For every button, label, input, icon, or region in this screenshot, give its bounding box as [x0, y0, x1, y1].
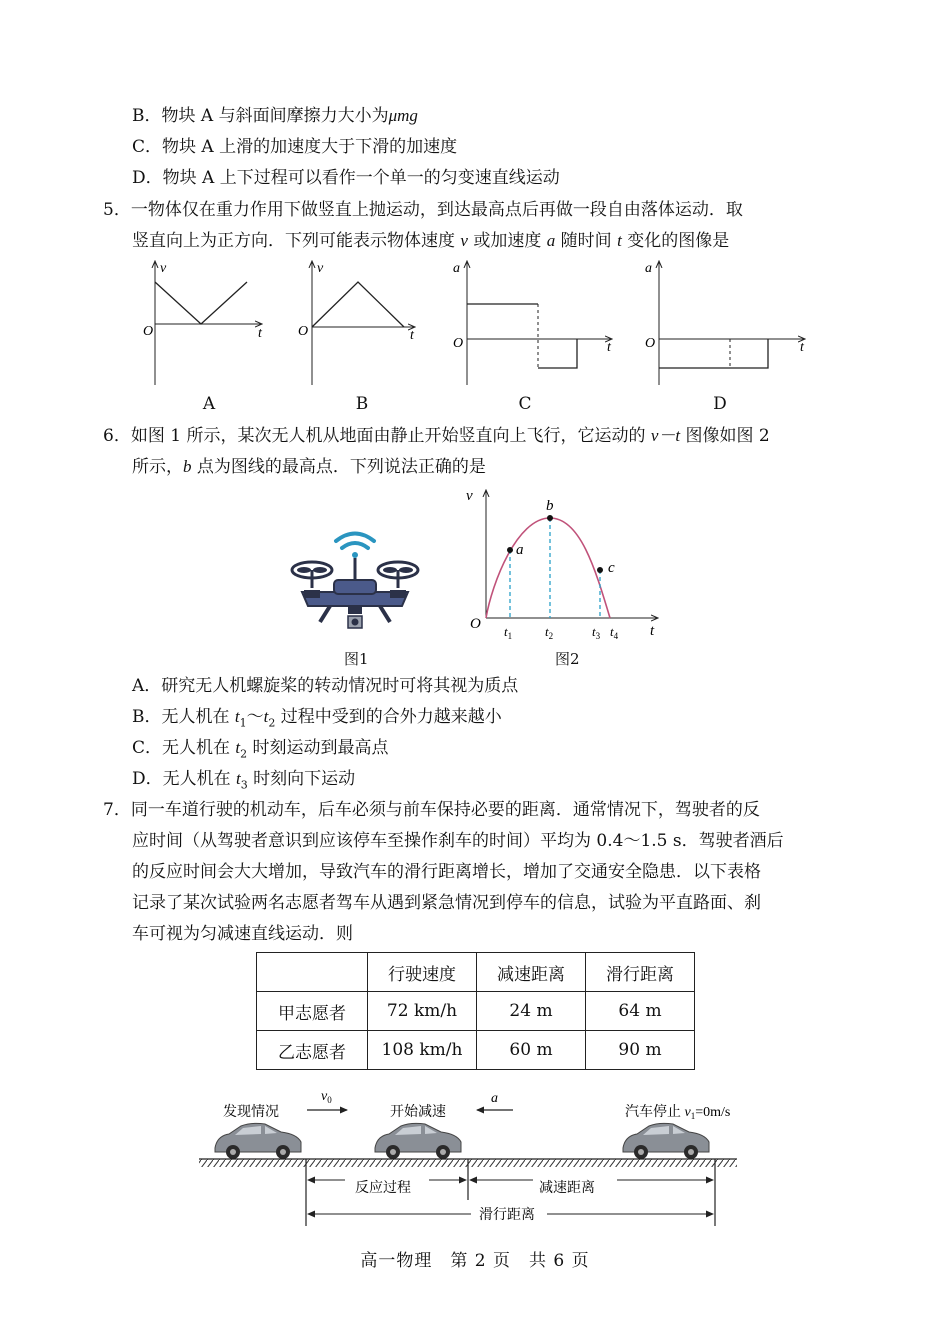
q6-b-mid: ～	[246, 707, 264, 727]
q6-b-t1: t	[234, 707, 240, 726]
vt-curve	[486, 518, 610, 618]
vt-point-b	[547, 515, 553, 521]
q4-option-c: C．物块 A 上滑的加速度大于下滑的加速度	[132, 137, 458, 157]
label-found: 发现情况	[223, 1105, 279, 1120]
label-start-decel: 开始减速	[390, 1105, 446, 1120]
table-cell: 甲志愿者	[257, 992, 368, 1031]
table-cell: 60 m	[477, 1031, 586, 1070]
table-cell: 72 km/h	[368, 992, 477, 1031]
graph-a-origin: O	[143, 324, 154, 339]
label-reaction: 反应过程	[355, 1181, 411, 1196]
vt-v-label: v	[466, 488, 473, 504]
q5-text-4: 变化的图像是	[621, 231, 730, 251]
graph-c-lower	[538, 339, 577, 368]
table-header-cell: 行驶速度	[368, 953, 477, 992]
table-header-cell: 滑行距离	[586, 953, 695, 992]
label-v0	[321, 1089, 332, 1105]
table-cell: 64 m	[586, 992, 695, 1031]
q7-line-5: 车可视为匀减速直线运动．则	[132, 924, 353, 944]
q6-c-s: 2	[240, 747, 248, 761]
q6-option-d	[132, 767, 355, 797]
vt-tick-t4: $t_4$	[610, 624, 619, 641]
q5-var-v: v	[460, 231, 468, 250]
q6-text-1: 6．如图 1 所示，某次无人机从地面由静止开始竖直向上飞行，它运动的	[103, 426, 651, 446]
q5-text-2: 或加速度	[467, 231, 547, 251]
vt-tick-t2: $t_2$	[545, 624, 554, 641]
page-footer: 高一物理 第 2 页 共 6 页	[360, 1251, 590, 1271]
car-3	[623, 1123, 709, 1159]
q5-var-t: t	[617, 231, 622, 250]
q5-label-d: D	[713, 394, 727, 414]
wifi-icon	[336, 534, 374, 559]
q6-b-text-1: B．无人机在	[132, 707, 235, 727]
q6-d-text-2: 时刻向下运动	[247, 769, 356, 789]
drone-figure	[290, 530, 420, 640]
graph-d-y-label: a	[645, 261, 652, 276]
braking-diagram	[195, 1088, 755, 1233]
vt-label-a: a	[516, 542, 524, 558]
label-a: a	[491, 1091, 498, 1106]
q6-text-3: 所示，	[132, 457, 183, 477]
label-stop-sub: 1	[690, 1111, 696, 1121]
q6-option-c	[132, 736, 389, 766]
fig2-caption: 图2	[555, 650, 580, 668]
q4-option-b-formula: μmg	[388, 106, 418, 125]
table-cell: 90 m	[586, 1031, 695, 1070]
graph-b-origin: O	[298, 324, 309, 339]
graph-a-x-label: t	[258, 326, 262, 341]
q6-b-t2: t	[263, 707, 269, 726]
q5-graph-d	[645, 261, 805, 385]
vt-label-c: c	[608, 560, 615, 576]
right-propeller-icon	[378, 562, 418, 588]
graph-b-line	[312, 282, 404, 327]
q5-label-b: B	[355, 394, 369, 414]
q4-option-d: D．物块 A 上下过程可以看作一个单一的匀变速直线运动	[132, 168, 560, 188]
q4-option-b-text: B．物块 A 与斜面间摩擦力大小为	[132, 106, 389, 126]
label-v0-v: v	[321, 1089, 328, 1104]
q6-stem-line2	[132, 455, 486, 479]
graph-c-y-label: a	[453, 261, 460, 276]
q6-c-text-1: C．无人机在	[132, 738, 236, 758]
graph-c-x-label: t	[607, 340, 611, 355]
q6-c-t: t	[235, 738, 241, 757]
label-slide-dist: 滑行距离	[479, 1208, 535, 1223]
label-stop-text: 汽车停止	[625, 1105, 685, 1120]
label-stop	[625, 1104, 730, 1121]
q6-var-b: b	[183, 457, 192, 476]
q4-option-b	[132, 104, 418, 128]
car-2	[375, 1123, 461, 1159]
table-row	[257, 1031, 695, 1070]
graph-b-y-label: v	[317, 261, 324, 276]
table-row	[257, 992, 695, 1031]
q6-b-text-2: 过程中受到的合外力越来越小	[275, 707, 502, 727]
q6-text-4: 点为图线的最高点．下列说法正确的是	[191, 457, 486, 477]
vt-label-b: b	[546, 498, 554, 514]
q6-option-a: A．研究无人机螺旋桨的转动情况时可将其视为质点	[132, 676, 519, 696]
vt-graph	[462, 488, 682, 648]
q7-line-2: 应时间（从驾驶者意识到应该停车至操作刹车的时间）平均为 0.4～1.5 s．驾驶者酒后	[132, 831, 784, 851]
q5-graph-b	[298, 261, 415, 385]
table-header-cell	[257, 953, 368, 992]
graph-d-origin: O	[645, 336, 656, 351]
vt-tick-t1: $t_1$	[504, 624, 513, 641]
q5-graph-a	[143, 261, 263, 385]
q6-c-text-2: 时刻运动到最高点	[247, 738, 389, 758]
car-1	[215, 1123, 301, 1159]
q6-vt: v－t	[650, 426, 681, 445]
q6-b-s1: 1	[239, 716, 247, 730]
q5-label-a: A	[202, 394, 216, 414]
q7-data-table	[256, 952, 695, 1070]
q7-line-4: 记录了某次试验两名志愿者驾车从遇到紧急情况到停车的信息，试验为平直路面、刹	[132, 893, 761, 913]
q5-graphs	[0, 255, 950, 415]
q6-option-b	[132, 705, 502, 735]
label-decel-dist: 减速距离	[539, 1181, 595, 1196]
table-cell: 108 km/h	[368, 1031, 477, 1070]
graph-b-x-label: t	[410, 328, 414, 343]
fig1-caption: 图1	[344, 650, 369, 668]
vt-point-c	[597, 567, 603, 573]
graph-a-line	[155, 282, 247, 324]
q6-stem-line1	[103, 424, 770, 448]
left-propeller-icon	[292, 562, 332, 588]
q5-text-3: 随时间	[555, 231, 618, 251]
vt-origin: O	[470, 616, 481, 632]
graph-d-line	[659, 339, 768, 368]
vt-t-label: t	[650, 623, 655, 639]
q7-line-3: 的反应时间会大大增加，导致汽车的滑行距离增长，增加了交通安全隐患．以下表格	[132, 862, 761, 882]
label-stop-value: =0m/s	[695, 1105, 731, 1120]
table-cell: 乙志愿者	[257, 1031, 368, 1070]
q5-stem-line1: 5．一物体仅在重力作用下做竖直上抛运动，到达最高点后再做一段自由落体运动．取	[103, 200, 743, 220]
graph-a-y-label: v	[160, 261, 167, 276]
vt-point-a	[507, 547, 513, 553]
drone-body	[302, 580, 408, 628]
q7-line-1: 7．同一车道行驶的机动车，后车必须与前车保持必要的距离．通常情况下，驾驶者的反	[103, 800, 760, 820]
label-stop-v: v	[684, 1105, 691, 1120]
q5-graph-c	[453, 261, 612, 385]
graph-c-origin: O	[453, 336, 464, 351]
q5-label-c: C	[518, 394, 532, 414]
q6-d-t: t	[236, 769, 241, 788]
table-header-row	[257, 953, 695, 992]
q5-var-a: a	[546, 231, 556, 250]
q6-text-2: 图像如图 2	[680, 426, 770, 446]
vt-tick-t3: $t_3$	[592, 624, 601, 641]
graph-d-x-label: t	[800, 340, 804, 355]
label-v0-sub: 0	[327, 1095, 332, 1105]
q5-stem-line2	[132, 229, 729, 253]
table-header-cell: 减速距离	[477, 953, 586, 992]
q6-d-text-1: D．无人机在	[132, 769, 237, 789]
table-cell: 24 m	[477, 992, 586, 1031]
q6-d-s: 3	[240, 778, 248, 792]
q6-b-s2: 2	[268, 716, 276, 730]
q5-text-1: 竖直向上为正方向．下列可能表示物体速度	[132, 231, 461, 251]
